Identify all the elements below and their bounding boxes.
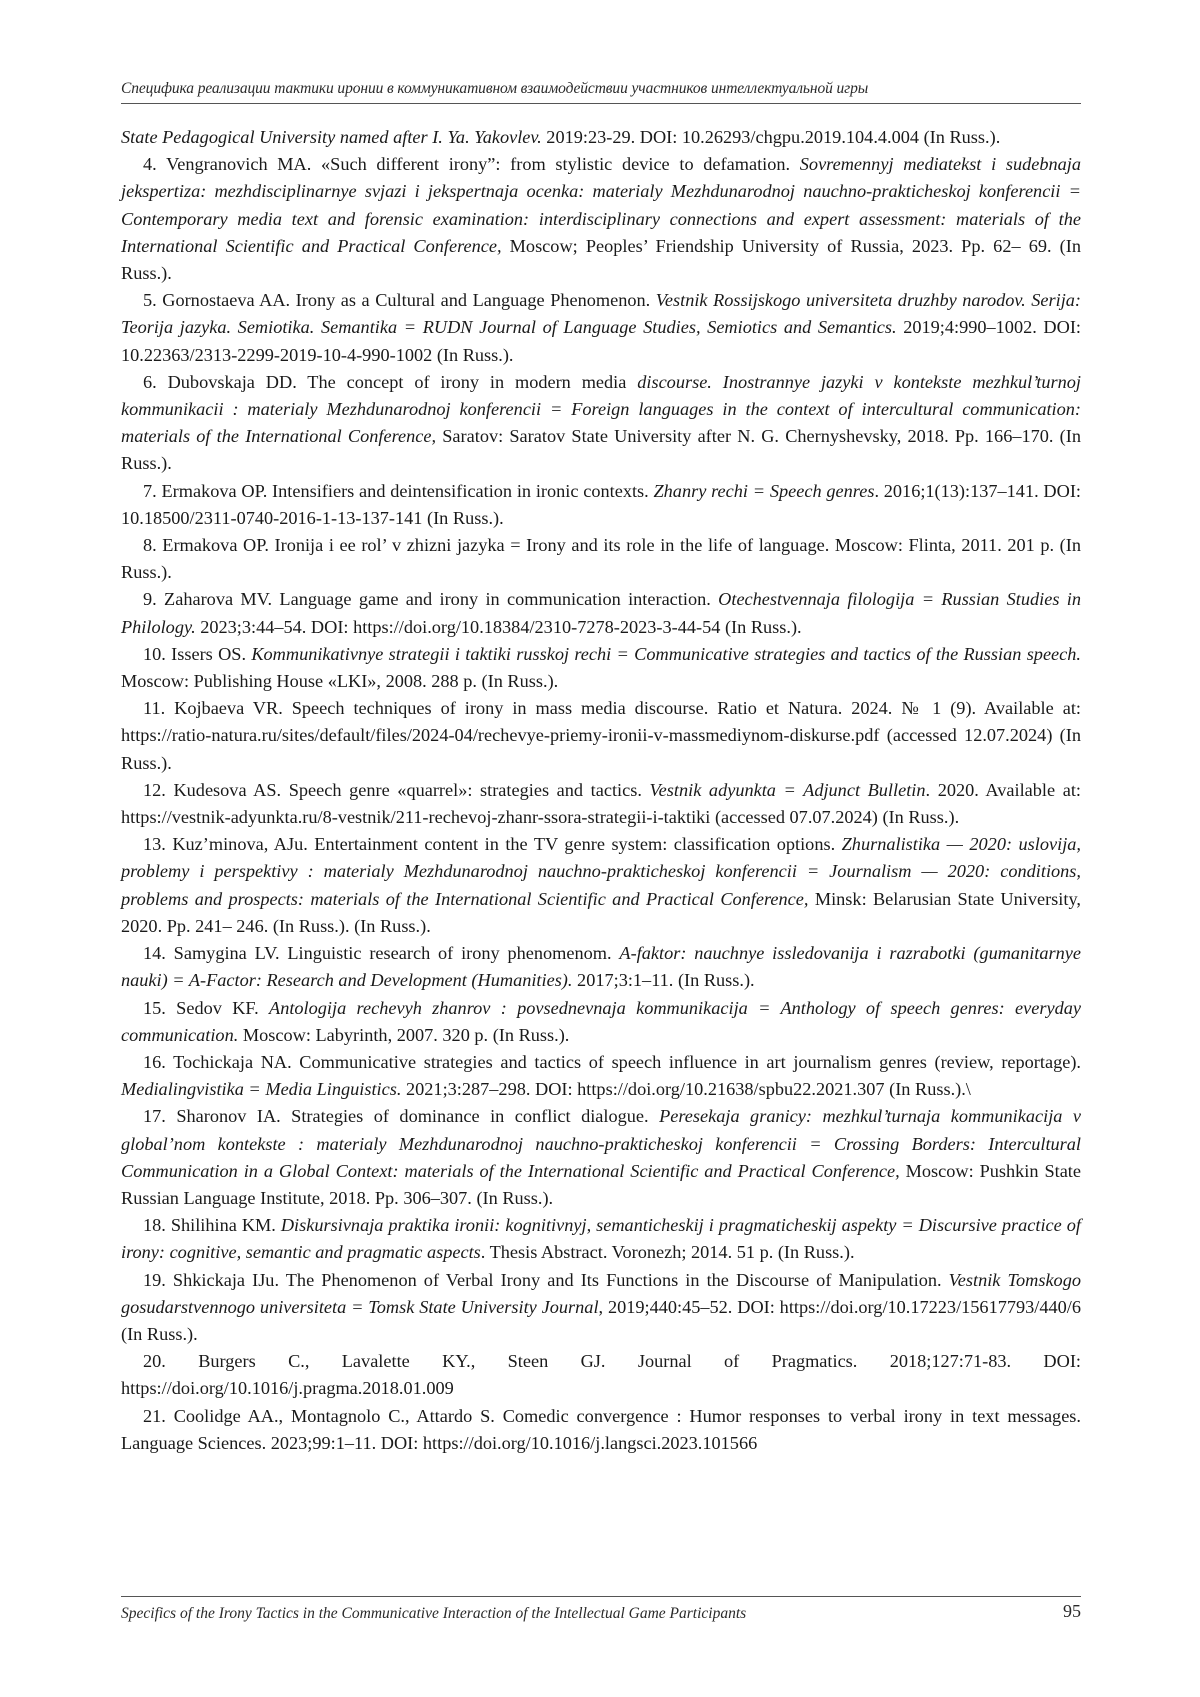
reference-text-segment: 2021;3:287–298. DOI: https://doi.org/10.21638/spbu22.2021.307 (In Russ.).\: [401, 1079, 971, 1100]
reference-italic-segment: Vestnik adyunkta = Adjunct Bulletin: [649, 779, 926, 800]
footer-divider: [121, 1596, 1081, 1597]
reference-text-segment: 6. Dubovskaja DD. The concept of irony in modern media: [143, 371, 638, 392]
reference-italic-segment: Medialingvistika = Media Linguistics.: [121, 1079, 402, 1100]
reference-text-segment: . Thesis Abstract. Voronezh; 2014. 51 p. (In Russ.).: [480, 1242, 855, 1263]
reference-italic-segment: Kommunikativnye strategii i taktiki russkoj rechi = Communicative strategies and tactics of the Russian speech.: [251, 643, 1081, 664]
reference-text-segment: Moscow: Labyrinth, 2007. 320 p. (In Russ.).: [238, 1024, 570, 1045]
reference-text-segment: 8. Ermakova OP. Ironija i ee rol’ v zhizni jazyka = Irony and its role in the life of language. Moscow: Flinta, 2011. 201 p. (In Russ.).: [121, 535, 1081, 583]
reference-item: [121, 532, 1081, 586]
reference-item: [121, 1348, 1081, 1402]
reference-text-segment: 11. Kojbaeva VR. Speech techniques of irony in mass media discourse. Ratio et Natura. 2024. № 1 (9). Available at: https://ratio-natura.ru/sites/default/files/2024-04/rechevye-priemy-ironii-v-massmediynom-diskurse.pdf (accessed 12.07.2024) (In Russ.).: [121, 698, 1081, 773]
reference-text-segment: Moscow: Pushkin State Russian Language Institute, 2018. Pp. 306–307. (In Russ.).: [121, 1160, 1081, 1208]
reference-item: [121, 995, 1081, 1049]
reference-item: [121, 695, 1081, 777]
reference-text-segment: Moscow: Publishing House «LKI», 2008. 288 p. (In Russ.).: [121, 671, 559, 692]
reference-item: [121, 641, 1081, 695]
reference-text-segment: 19. Shkickaja IJu. The Phenomenon of Verbal Irony and Its Functions in the Discourse of Manipulation.: [143, 1269, 949, 1290]
reference-text-segment: 16. Tochickaja NA. Communicative strategies and tactics of speech influence in art journalism genres (review, reportage).: [143, 1051, 1081, 1072]
page-number: 95: [1063, 1601, 1081, 1621]
reference-text-segment: 18. Shilihina KM.: [143, 1215, 281, 1236]
reference-text-segment: 12. Kudesova AS. Speech genre «quarrel»: strategies and tactics.: [143, 779, 650, 800]
reference-text-segment: . 2016;1(13):137–141. DOI: 10.18500/2311-0740-2016-1-13-137-141 (In Russ.).: [121, 480, 1081, 528]
reference-text-segment: Minsk: Belarusian State University, 2020. Pp. 241– 246. (In Russ.). (In Russ.).: [121, 888, 1081, 936]
reference-item: [121, 1403, 1081, 1457]
reference-text-segment: Moscow; Peoples’ Friendship University of Russia, 2023. Pp. 62– 69. (In Russ.).: [121, 235, 1081, 284]
running-header: Специфика реализации тактики иронии в коммуникативном взаимодействии участников интеллектуальной игры: [121, 80, 869, 97]
reference-text-segment: 5. Gornostaeva AA. Irony as a Cultural and Language Phenomenon.: [143, 290, 656, 311]
running-footer: Specifics of the Irony Tactics in the Communicative Interaction of the Intellectual Game Participants: [121, 1605, 747, 1622]
reference-text-segment: Saratov: Saratov State University after N. G. Chernyshevsky, 2018. Pp. 166–170. (In Russ.).: [121, 426, 1081, 474]
reference-continuation: [121, 124, 1081, 151]
reference-italic-segment: Peresekaja granicy: mezhkul’turnaja kommunikacija v global’nom kontekste : materialy Mezhdunarodnoj nauchno-prakticheskoj konferencii = Crossing Borders: Intercultural Communication in a Global Context: materials of the International Scientific and Practical Conference,: [121, 1106, 1081, 1181]
reference-text-segment: 2019:23-29. DOI: 10.26293/chgpu.2019.104.4.004 (In Russ.).: [541, 127, 1001, 147]
reference-item: [121, 777, 1081, 831]
reference-item: [121, 1049, 1081, 1103]
reference-text-segment: 2023;3:44–54. DOI: https://doi.org/10.18384/2310-7278-2023-3-44-54 (In Russ.).: [195, 616, 802, 637]
reference-item: [121, 831, 1081, 940]
reference-item: [121, 478, 1081, 532]
reference-italic-segment: Diskursivnaja praktika ironii: kognitivnyj, semanticheskij i pragmaticheskij aspekty = Discursive practice of irony: cognitive, semantic and pragmatic aspects: [121, 1215, 1081, 1263]
header-divider: [121, 103, 1081, 104]
reference-text-segment: 21. Coolidge AA., Montagnolo C., Attardo S. Comedic convergence : Humor responses to verbal irony in text messages. Language Sciences. 2023;99:1–11. DOI: https://doi.org/10.1016/j.langsci.2023.101566: [121, 1405, 1081, 1453]
reference-italic-segment: State Pedagogical University named after I. Ya. Yakovlev.: [121, 127, 542, 147]
reference-text-segment: 7. Ermakova OP. Intensifiers and deintensification in ironic contexts.: [143, 480, 654, 501]
reference-text-segment: 13. Kuz’minova, AJu. Entertainment content in the TV genre system: classification options.: [143, 834, 842, 855]
reference-italic-segment: Vestnik Rossijskogo universiteta druzhby narodov. Serija: Teorija jazyka. Semiotika. Semantika = RUDN Journal of Language Studies, Semiotics and Semantics.: [121, 290, 1081, 338]
reference-item: [121, 1267, 1081, 1349]
reference-text-segment: 2019;4:990–1002. DOI: 10.22363/2313-2299-2019-10-4-990-1002 (In Russ.).: [121, 317, 1081, 365]
reference-item: [121, 151, 1081, 287]
reference-italic-segment: Zhanry rechi = Speech genres: [653, 480, 875, 501]
reference-item: [121, 287, 1081, 369]
reference-text-segment: 4. Vengranovich MA. «Such different irony”: from stylistic device to defamation.: [143, 154, 800, 175]
reference-item: [121, 1103, 1081, 1212]
reference-italic-segment: Otechestvennaja filologija = Russian Studies in Philology.: [121, 589, 1081, 637]
reference-text-segment: 9. Zaharova MV. Language game and irony in communication interaction.: [143, 589, 719, 610]
reference-text-segment: 15. Sedov KF.: [143, 997, 270, 1018]
reference-italic-segment: Sovremennyj mediatekst i sudebnaja jekspertiza: mezhdisciplinarnye svjazi i jekspertnaja ocenka: materialy Mezhdunarodnoj nauchno-prakticheskoj konferencii = Contemporary media text and forensic examination: interdisciplinary connections and expert assessment: materials of the International Scientific and Practical Conference,: [121, 154, 1082, 256]
reference-text-segment: 2017;3:1–11. (In Russ.).: [572, 970, 755, 991]
reference-text-segment: 10. Issers OS.: [143, 643, 252, 664]
reference-italic-segment: A-faktor: nauchnye issledovanija i razrabotki (gumanitarnye nauki) = A-Factor: Research and Development (Humanities).: [121, 943, 1081, 991]
reference-text-segment: 14. Samygina LV. Linguistic research of irony phenomenom.: [143, 943, 620, 964]
reference-list: [121, 124, 1081, 1457]
reference-item: [121, 1212, 1081, 1266]
reference-italic-segment: Vestnik Tomskogo gosudarstvennogo universiteta = Tomsk State University Journal: [121, 1269, 1081, 1317]
reference-item: [121, 369, 1081, 478]
reference-italic-segment: discourse. Inostrannye jazyki v kontekste mezhkul’turnoj kommunikacii : materialy Mezhdunarodnoj konferencii = Foreign languages in the context of intercultural communication: materials of the International Conference,: [121, 371, 1081, 447]
reference-text-segment: . 2020. Available at: https://vestnik-adyunkta.ru/8-vestnik/211-rechevoj-zhanr-ssora-strategii-i-taktiki (accessed 07.07.2024) (In Russ.).: [121, 779, 1082, 828]
reference-text-segment: , 2019;440:45–52. DOI: https://doi.org/10.17223/15617793/440/6 (In Russ.).: [121, 1296, 1081, 1344]
reference-item: [121, 586, 1081, 640]
reference-text-segment: 17. Sharonov IA. Strategies of dominance in conflict dialogue.: [143, 1106, 660, 1127]
reference-italic-segment: Antologija rechevyh zhanrov : povsednevnaja kommunikacija = Anthology of speech genres: everyday communication.: [121, 997, 1081, 1045]
reference-italic-segment: Zhurnalistika — 2020: uslovija, problemy i perspektivy : materialy Mezhdunarodnoj nauchno-prakticheskoj konferencii = Journalism — 2020: conditions, problems and prospects: materials of the International Scientific and Practical Conference,: [121, 834, 1082, 909]
reference-item: [121, 940, 1081, 994]
reference-text-segment: 20. Burgers C., Lavalette KY., Steen GJ. Journal of Pragmatics. 2018;127:71-83. DOI: https://doi.org/10.1016/j.pragma.2018.01.009: [121, 1351, 1081, 1399]
